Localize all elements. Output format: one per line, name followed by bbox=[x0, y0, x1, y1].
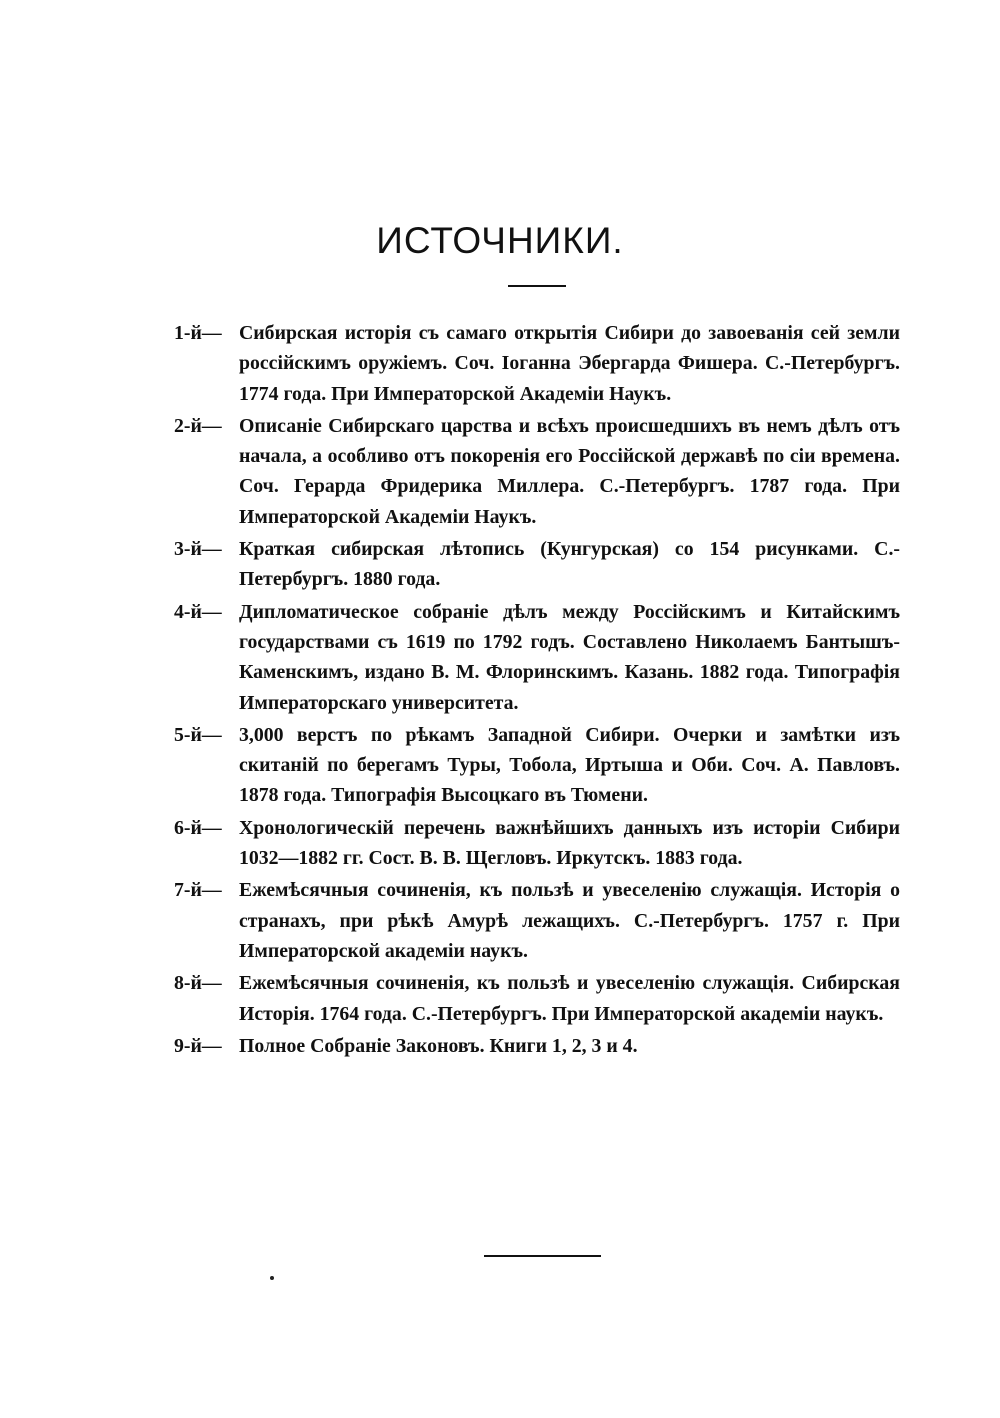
source-entry-8 bbox=[174, 968, 900, 1029]
source-entry-9 bbox=[174, 1031, 900, 1061]
source-entry-5 bbox=[174, 720, 900, 811]
source-text: Дипломатическое собраніе дѣлъ между Россійскимъ и Китайскимъ государствами съ 1619 по 1792 годъ. Составлено Николаемъ Бантышъ-Каменскимъ, издано В. М. Флоринскимъ. Казань. 1882 года. Типографія Императорскаго университета. bbox=[239, 600, 900, 714]
sources-list bbox=[174, 318, 900, 1063]
source-text: Сибирская исторія съ самаго открытія Сибири до завоеванія сей земли россійскимъ оружіемъ. Соч. Іоганна Эбергарда Фишера. С.-Петербургъ. 1774 года. При Императорской Академіи Наукъ. bbox=[239, 322, 900, 405]
source-number: 2-й— bbox=[174, 414, 222, 437]
source-text: Описаніе Сибирскаго царства и всѣхъ происшедшихъ въ немъ дѣлъ отъ начала, а особливо отъ покоренія его Россійской державѣ по сіи времена. Соч. Герарда Фридерика Миллера. С.-Петербургъ. 1787 года. При Императорской Академіи Наукъ. bbox=[239, 414, 900, 528]
source-text: Хронологическій перечень важнѣйшихъ данныхъ изъ исторіи Сибири 1032—1882 гг. Сост. В. В. Щегловъ. Иркутскъ. 1883 года. bbox=[239, 816, 900, 870]
title-divider bbox=[508, 285, 566, 287]
source-text: Ежемѣсячныя сочиненія, къ пользѣ и увеселенію служащія. Исторія о странахъ, при рѣкѣ Амурѣ лежащихъ. С.-Петербургъ. 1757 г. При Императорской академіи наукъ. bbox=[239, 879, 900, 962]
source-entry-6 bbox=[174, 813, 900, 874]
source-number: 5-й— bbox=[174, 723, 222, 746]
source-number: 8-й— bbox=[174, 972, 222, 995]
source-entry-2 bbox=[174, 411, 900, 532]
ink-speck bbox=[270, 1276, 274, 1280]
source-number: 9-й— bbox=[174, 1034, 222, 1057]
source-number: 4-й— bbox=[174, 600, 222, 623]
source-entry-7 bbox=[174, 875, 900, 966]
source-text: Краткая сибирская лѣтопись (Кунгурская) со 154 рисунками. С.-Петербургъ. 1880 года. bbox=[239, 538, 900, 591]
page-title: ИСТОЧНИКИ. bbox=[376, 220, 624, 261]
end-divider bbox=[484, 1255, 601, 1257]
source-entry-1 bbox=[174, 318, 900, 409]
source-text: 3,000 верстъ по рѣкамъ Западной Сибири. Очерки и замѣтки изъ скитаній по берегамъ Туры, Тобола, Иртыша и Оби. Соч. А. Павловъ. 1878 года. Типографія Высоцкаго въ Тюмени. bbox=[239, 723, 900, 807]
source-number: 6-й— bbox=[174, 816, 222, 839]
source-entry-4 bbox=[174, 597, 900, 718]
source-entry-3 bbox=[174, 534, 900, 595]
source-number: 7-й— bbox=[174, 879, 222, 902]
source-number: 1-й— bbox=[174, 322, 222, 344]
source-number: 3-й— bbox=[174, 538, 222, 561]
source-text: Полное Собраніе Законовъ. Книги 1, 2, 3 и 4. bbox=[239, 1034, 638, 1057]
source-text: Ежемѣсячныя сочиненія, къ пользѣ и увеселенію служащія. Сибирская Исторія. 1764 года. С.-Петербургъ. При Императорской академіи наукъ. bbox=[239, 972, 900, 1025]
